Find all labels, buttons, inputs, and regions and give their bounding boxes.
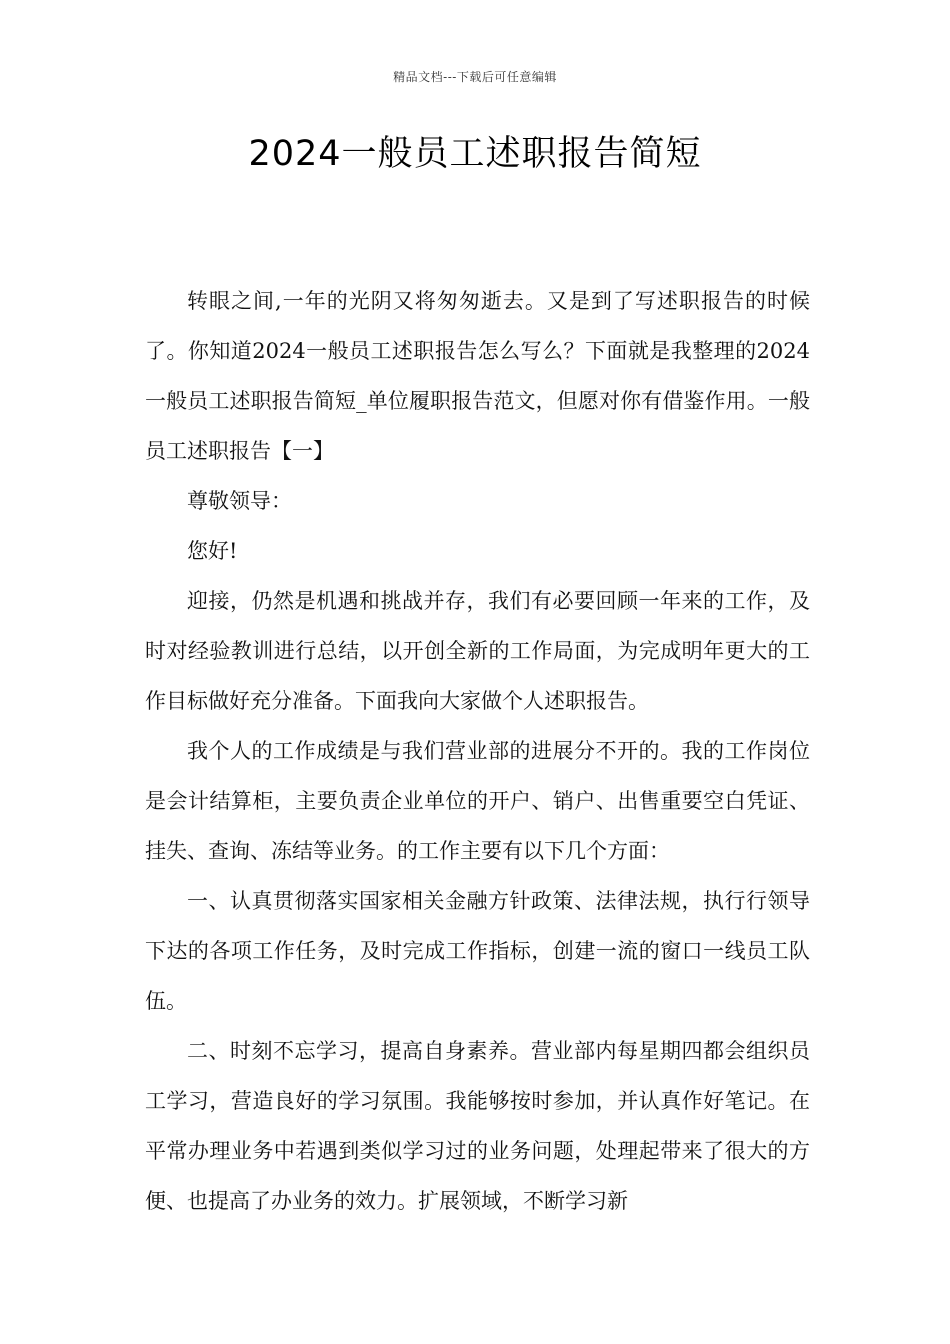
- paragraph-greeting: 您好!: [187, 539, 238, 563]
- header-note: 精品文档---下载后可任意编辑: [393, 70, 557, 84]
- paragraph-overview: 迎接，仍然是机遇和挑战并存，我们有必要回顾一年来的工作，及时对经验教训进行总结，以开创全新的工作局面，为完成明年更大的工作目标做好充分准备。下面我向大家做个人述职报告。: [145, 589, 810, 713]
- paragraph-salutation: 尊敬领导：: [187, 489, 292, 513]
- document-title: 2024一般员工述职报告简短: [248, 134, 702, 174]
- paragraph-point-one: 一、认真贯彻落实国家相关金融方针政策、法律法规，执行行领导下达的各项工作任务，及时完成工作指标，创建一流的窗口一线员工队伍。: [145, 889, 810, 1013]
- paragraph-intro: 转眼之间,一年的光阴又将匆匆逝去。又是到了写述职报告的时候了。你知道2024一般员工述职报告怎么写么？下面就是我整理的2024一般员工述职报告简短_单位履职报告范文，但愿对你有借鉴作用。一般员工述职报告【一】: [145, 289, 810, 463]
- document-body: [145, 276, 810, 1226]
- paragraph-point-two: 二、时刻不忘学习，提高自身素养。营业部内每星期四都会组织员工学习，营造良好的学习氛围。我能够按时参加，并认真作好笔记。在平常办理业务中若遇到类似学习过的业务问题，处理起带来了很大的方便、也提高了办业务的效力。扩展领域，不断学习新: [145, 1039, 810, 1213]
- paragraph-position: 我个人的工作成绩是与我们营业部的进展分不开的。我的工作岗位是会计结算柜，主要负责企业单位的开户、销户、出售重要空白凭证、挂失、查询、冻结等业务。的工作主要有以下几个方面：: [145, 739, 810, 863]
